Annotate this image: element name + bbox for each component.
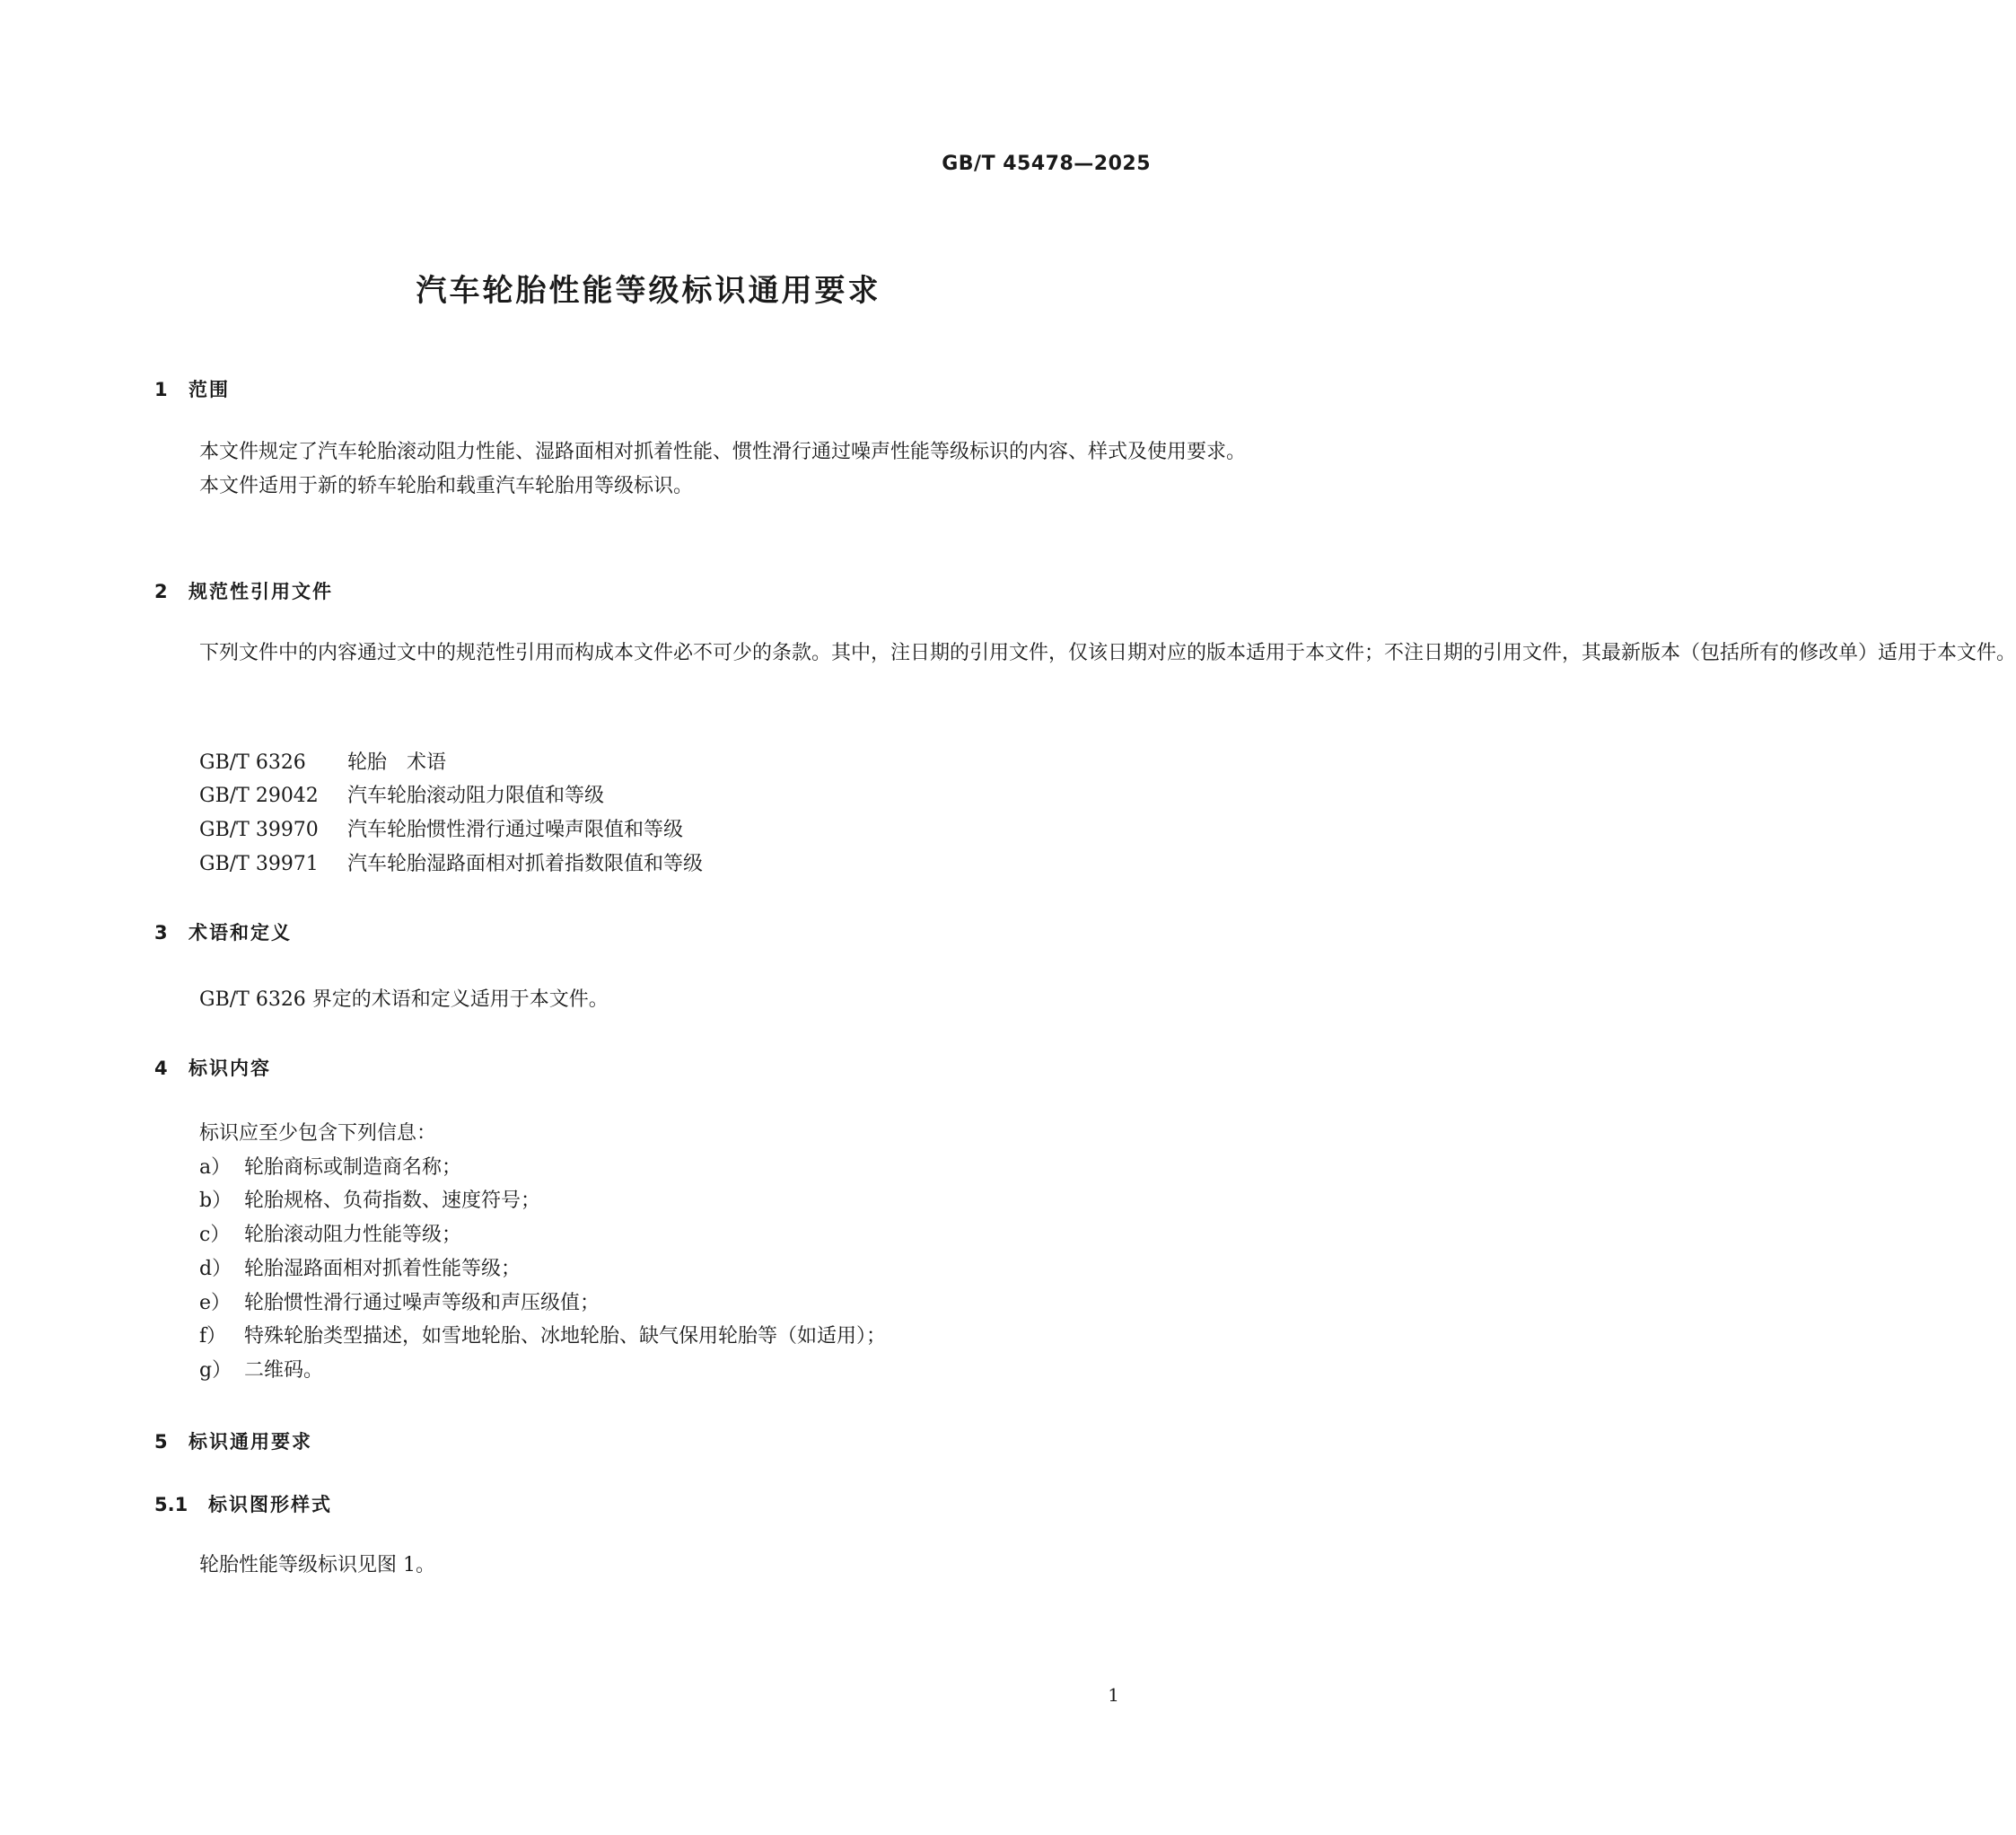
section-5-heading <box>154 1427 312 1454</box>
list-marker: a） <box>199 1156 232 1179</box>
list-text: 轮胎滚动阻力性能等级； <box>244 1224 462 1246</box>
section-2-body <box>154 637 2016 671</box>
list-intro: 标识应至少包含下列信息： <box>199 1122 437 1145</box>
list-text: 轮胎规格、负荷指数、速度符号； <box>244 1190 541 1212</box>
reference-title: 汽车轮胎湿路面相对抓着指数限值和等级 <box>347 853 704 875</box>
section-1-body <box>154 435 1247 504</box>
list-text: 轮胎商标或制造商名称； <box>244 1156 462 1179</box>
list-item <box>199 1219 461 1247</box>
list-text: 轮胎惯性滑行通过噪声等级和声压级值； <box>244 1292 600 1314</box>
section-title: 标识图形样式 <box>208 1494 332 1515</box>
reference-code: GB/T 39971 <box>199 853 319 875</box>
reference-item <box>199 780 604 808</box>
list-item <box>199 1321 886 1348</box>
list-marker: f） <box>199 1325 227 1348</box>
section-number: 5 <box>154 1431 168 1453</box>
reference-title: 轮胎 术语 <box>347 751 447 774</box>
section-title: 标识内容 <box>188 1058 271 1079</box>
reference-code: GB/T 39970 <box>199 819 319 841</box>
section-number: 2 <box>154 581 168 602</box>
section-4-heading <box>154 1054 271 1081</box>
list-text: 轮胎湿路面相对抓着性能等级； <box>244 1258 522 1280</box>
paragraph: GB/T 6326 界定的术语和定义适用于本文件。 <box>199 988 609 1011</box>
section-3-heading <box>154 918 292 945</box>
reference-title: 汽车轮胎惯性滑行通过噪声限值和等级 <box>347 819 684 841</box>
section-title: 规范性引用文件 <box>188 581 333 602</box>
list-text: 二维码。 <box>244 1359 324 1382</box>
list-item <box>199 1152 461 1180</box>
list-marker: c） <box>199 1224 231 1246</box>
section-5-1-heading <box>154 1490 332 1517</box>
list-item <box>199 1355 323 1383</box>
list-item <box>199 1185 540 1213</box>
section-1-heading <box>154 375 230 402</box>
list-marker: e） <box>199 1292 232 1314</box>
reference-item <box>199 747 446 775</box>
reference-item <box>199 848 703 876</box>
section-title: 标识通用要求 <box>188 1431 312 1453</box>
document-title: 汽车轮胎性能等级标识通用要求 <box>416 273 881 309</box>
section-number: 4 <box>154 1058 168 1079</box>
reference-code: GB/T 29042 <box>199 785 319 807</box>
paragraph: 轮胎性能等级标识见图 1。 <box>199 1554 435 1576</box>
reference-title: 汽车轮胎滚动阻力限值和等级 <box>347 785 605 807</box>
section-number: 3 <box>154 922 168 944</box>
list-text: 特殊轮胎类型描述，如雪地轮胎、冰地轮胎、缺气保用轮胎等（如适用）； <box>244 1325 887 1348</box>
section-number: 1 <box>154 379 168 400</box>
section-2-heading <box>154 577 333 604</box>
list-marker: d） <box>199 1258 232 1280</box>
list-marker: b） <box>199 1190 232 1212</box>
section-title: 术语和定义 <box>188 922 292 944</box>
section-title: 范围 <box>188 379 230 400</box>
reference-code: GB/T 6326 <box>199 751 306 774</box>
standard-code: GB/T 45478—2025 <box>942 153 1151 175</box>
paragraph: 下列文件中的内容通过文中的规范性引用而构成本文件必不可少的条款。其中，注日期的引用文件，仅该日期对应的版本适用于本文件；不注日期的引用文件，其最新版本（包括所有的修改单）适用于本文件。 <box>199 642 2016 664</box>
reference-item <box>199 814 683 842</box>
list-marker: g） <box>199 1359 232 1382</box>
page-number: 1 <box>1108 1684 1119 1706</box>
paragraph: 本文件规定了汽车轮胎滚动阻力性能、湿路面相对抓着性能、惯性滑行通过噪声性能等级标识的内容、样式及使用要求。 <box>199 441 1247 463</box>
list-item <box>199 1287 600 1315</box>
paragraph: 本文件适用于新的轿车轮胎和载重汽车轮胎用等级标识。 <box>199 475 694 497</box>
section-number: 5.1 <box>154 1494 188 1515</box>
list-item <box>199 1253 521 1281</box>
